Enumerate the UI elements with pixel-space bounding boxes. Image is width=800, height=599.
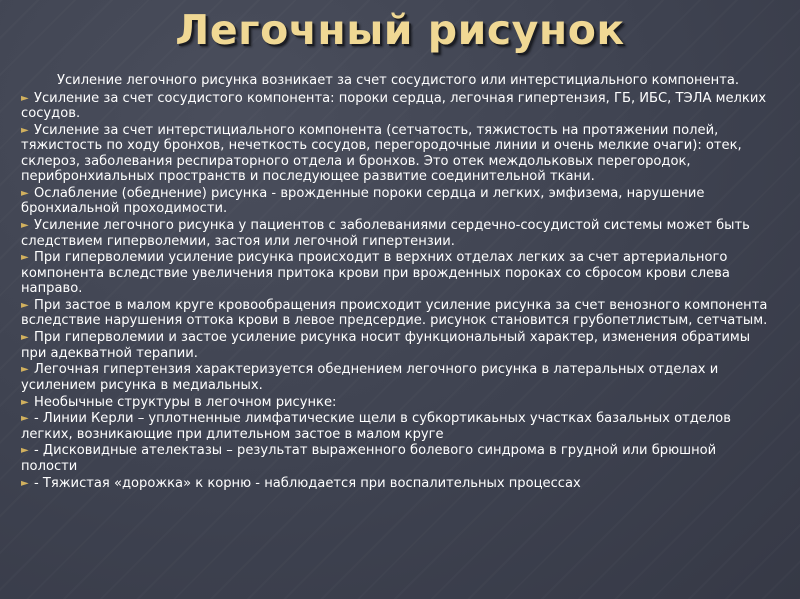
- bullet-text: При застое в малом круге кровообращения происходит усиление рисунка за счет венозного компонента вследствие нарушения оттока крови в левое предсердие. рисунок становится грубопетлистым, сетчатым.: [21, 297, 768, 329]
- triangle-right-icon: ►: [21, 92, 29, 104]
- bullet-text: Усиление легочного рисунка у пациентов с заболеваниями сердечно-сосудистой системы может быть следствием гиперволемии, застоя или легочной гипертензии.: [21, 218, 750, 249]
- bullet-item: [21, 443, 771, 474]
- bullet-list: [21, 91, 771, 492]
- bullet-item: [21, 298, 771, 329]
- bullet-item: [21, 411, 771, 442]
- bullet-item: [21, 476, 771, 492]
- triangle-right-icon: ►: [21, 124, 29, 136]
- bullet-item: [21, 186, 771, 217]
- bullet-item: [21, 218, 771, 249]
- bullet-text: Необычные структуры в легочном рисунке:: [34, 394, 337, 410]
- bullet-text: Усиление за счет сосудистого компонента: пороки сердца, легочная гипертензия, ГБ, ИБС, ТЭЛА мелких сосудов.: [21, 90, 767, 121]
- bullet-text: - Линии Керли – уплотненные лимфатические щели в субкортикаьных участках базальных отделов легких, возникающие при длительном застое в малом круге: [21, 411, 731, 442]
- bullet-item: [21, 330, 771, 361]
- bullet-item: [21, 362, 771, 393]
- triangle-right-icon: ►: [21, 299, 29, 311]
- bullet-text: При гиперволемии усиление рисунка происходит в верхних отделах легких за счет артериального компонента вследствие увеличения притока крови при врожденных пороках со сбросом крови слева направо.: [21, 250, 730, 297]
- triangle-right-icon: ►: [21, 445, 29, 457]
- triangle-right-icon: ►: [21, 220, 29, 232]
- bullet-text: - Тяжистая «дорожка» к корню - наблюдается при воспалительных процессах: [34, 475, 581, 491]
- triangle-right-icon: ►: [21, 396, 29, 408]
- bullet-item: [21, 250, 771, 297]
- triangle-right-icon: ►: [21, 332, 29, 344]
- bullet-text: Легочная гипертензия характеризуется обеднением легочного рисунка в латеральных отделах и усилением рисунка в медиальных.: [21, 362, 719, 393]
- bullet-text: Усиление за счет интерстициального компонента (сетчатость, тяжистость на протяжении полей, тяжистость по ходу бронхов, нечеткость сосудов, перегородочные линии и очень мелкие очаги): отек, склероз, заболевания респираторного отдела и бронхов. Это отек междольковых перегородок, перибронхиальных пространств и последующее развитие соединительной ткани.: [21, 122, 742, 185]
- bullet-item: [21, 123, 771, 185]
- slide-title: Легочный рисунок: [175, 6, 625, 54]
- intro-text: Усиление легочного рисунка возникает за счет сосудистого или интерстициального компонента.: [57, 73, 740, 88]
- bullet-item: [21, 91, 771, 122]
- bullet-item: [21, 395, 771, 411]
- triangle-right-icon: ►: [21, 252, 29, 264]
- triangle-right-icon: ►: [21, 187, 29, 199]
- bullet-text: При гиперволемии и застое усиление рисунка носит функциональный характер, изменения обратимы при адекватной терапии.: [21, 330, 751, 361]
- triangle-right-icon: ►: [21, 364, 29, 376]
- bullet-text: - Дисковидные ателектазы – результат выраженного болевого синдрома в грудной или брюшной полости: [21, 443, 717, 474]
- slide-body: [21, 73, 771, 492]
- bullet-text: Ослабление (обеднение) рисунка - врожденные пороки сердца и легких, эмфизема, нарушение бронхиальной проходимости.: [21, 185, 705, 217]
- triangle-right-icon: ►: [21, 413, 29, 425]
- triangle-right-icon: ►: [21, 477, 29, 489]
